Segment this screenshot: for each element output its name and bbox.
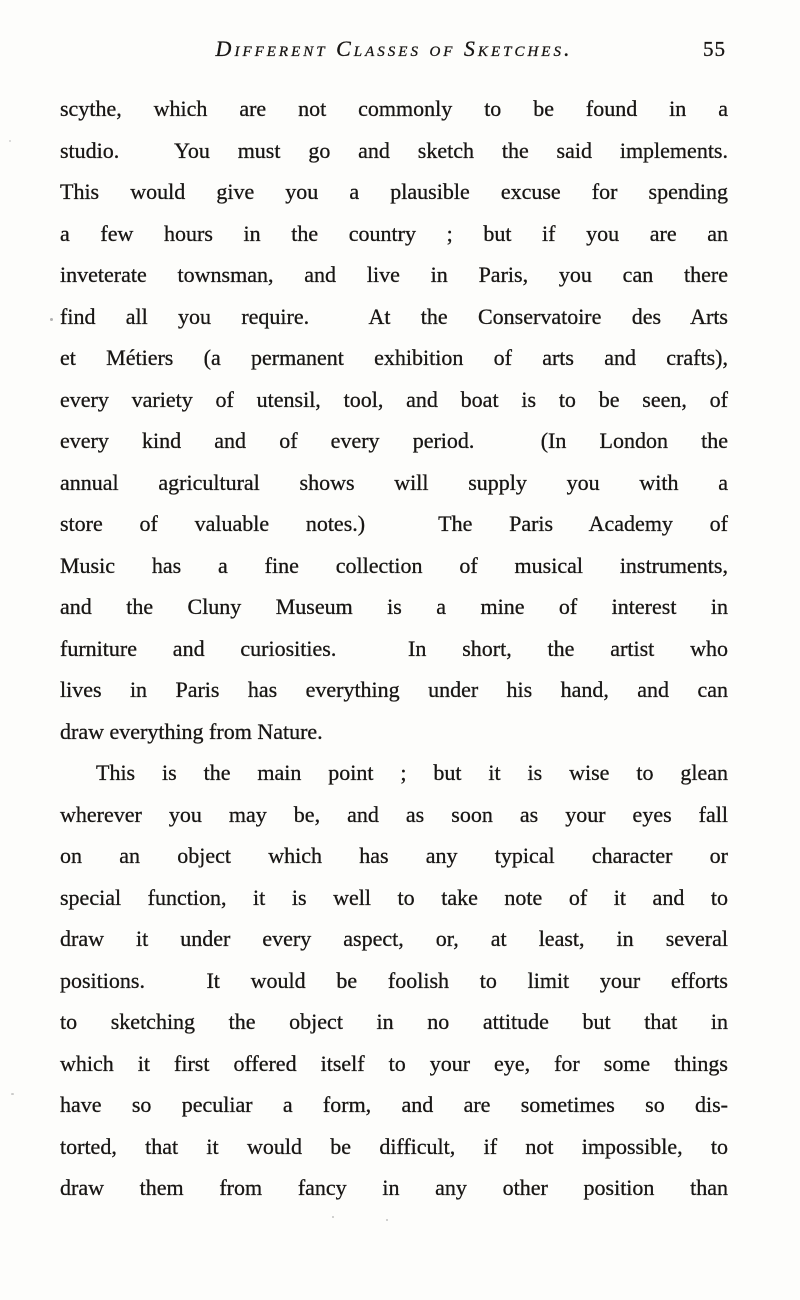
text-line: positions. It would be foolish to limit your efforts — [60, 967, 728, 993]
text-line: every variety of utensil, tool, and boat is to be seen, of — [60, 386, 728, 412]
page-number: 55 — [703, 37, 726, 61]
text-line: special function, it is well to take note of it and to — [60, 884, 728, 910]
scan-speck — [11, 1093, 14, 1095]
running-title: Different Classes of Sketches. — [215, 36, 573, 61]
scan-speck — [9, 140, 11, 142]
text-line: torted, that it would be difficult, if not impossible, to — [60, 1133, 728, 1159]
text-line: lives in Paris has everything under his hand, and can — [60, 677, 728, 702]
page-header — [60, 36, 728, 66]
text-line: wherever you may be, and as soon as your eyes fall — [60, 801, 728, 827]
text-line: This is the main point ; but it is wise to glean — [96, 760, 728, 785]
scan-speck — [386, 1219, 388, 1221]
text-line: draw it under every aspect, or, at least, in several — [60, 926, 728, 951]
text-line: to sketching the object in no attitude but that in — [60, 1009, 728, 1034]
page-body — [60, 88, 728, 1209]
text-line: and the Cluny Museum is a mine of interest in — [60, 594, 728, 619]
text-line: draw them from fancy in any other position than — [60, 1175, 728, 1200]
text-line: inveterate townsman, and live in Paris, you can there — [60, 262, 728, 287]
scan-speck — [332, 1216, 334, 1218]
text-line: on an object which has any typical character or — [60, 843, 728, 868]
text-line: furniture and curiosities. In short, the artist who — [60, 635, 728, 661]
text-line: et Métiers (a permanent exhibition of arts and crafts), — [60, 345, 728, 370]
text-line: have so peculiar a form, and are sometimes so dis- — [60, 1092, 728, 1117]
text-line: draw everything from Nature. — [60, 718, 323, 744]
text-line: store of valuable notes.) The Paris Academy of — [60, 511, 728, 536]
text-line: every kind and of every period. (In London the — [60, 428, 728, 453]
text-line: find all you require. At the Conservatoire des Arts — [60, 303, 728, 329]
text-line: studio. You must go and sketch the said implements. — [60, 137, 728, 163]
text-line: annual agricultural shows will supply you with a — [60, 469, 728, 495]
scan-speck — [50, 318, 53, 321]
text-line: scythe, which are not commonly to be found in a — [60, 96, 728, 121]
text-line: a few hours in the country ; but if you are an — [60, 220, 728, 246]
text-line: Music has a fine collection of musical instruments, — [60, 552, 728, 578]
text-line: This would give you a plausible excuse for spending — [60, 179, 728, 204]
text-line: which it first offered itself to your eye, for some things — [60, 1050, 728, 1076]
